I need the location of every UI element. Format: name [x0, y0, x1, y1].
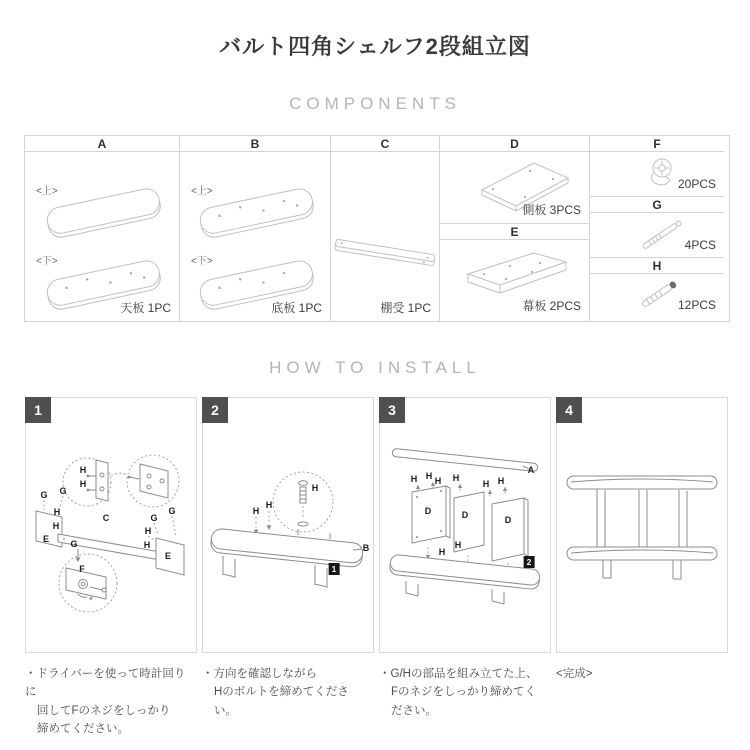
step-instruction-line: ・ドライバーを使って時計回りに: [25, 668, 186, 699]
diagram-part-label: D: [461, 510, 469, 520]
diagram-part-label: H: [434, 476, 442, 486]
view-label-bottom: <下>: [191, 256, 213, 267]
how-to-install-heading: HOW TO INSTALL: [269, 358, 481, 377]
diagram-part-label: H: [252, 506, 260, 516]
page-title: バルト四角シェルフ2段組立図: [219, 34, 531, 59]
step-instruction-line: 締めてください。: [37, 723, 129, 736]
step-4-instructions: [556, 665, 728, 739]
diagram-part-label: H: [410, 474, 418, 484]
diagram-part-label: B: [362, 543, 370, 553]
component-h-letter: H: [590, 258, 724, 274]
diagram-part-label: F: [79, 564, 85, 574]
step-instruction-line: 回してFのネジをしっかり: [37, 704, 171, 717]
component-d-letter: D: [440, 136, 589, 152]
view-label-top: <上>: [36, 186, 58, 197]
count-label-h: 12PCS: [677, 298, 716, 312]
diagram-part-label: H: [265, 500, 273, 510]
component-a-letter: A: [25, 136, 179, 152]
top-board-drawing: [25, 152, 180, 321]
diagram-part-label: H: [52, 521, 60, 531]
install-instructions: [25, 665, 750, 739]
diagram-part-label: E: [42, 534, 50, 544]
component-col-f-g-h: [590, 136, 724, 321]
step-instruction-line: ・G/Hの部品を組み立てた上、: [379, 668, 538, 680]
diagram-part-label: H: [143, 540, 151, 550]
step-2-number: 2: [202, 397, 228, 423]
diagram-part-label: H: [497, 476, 505, 486]
component-e-cell: [440, 240, 589, 319]
diagram-part-label: H: [144, 526, 152, 536]
diagram-part-label: H: [79, 479, 87, 489]
step-3-number: 3: [379, 397, 405, 423]
step-4-diagram: [557, 398, 727, 652]
part-label-a: 天板 1PC: [120, 301, 171, 315]
diagram-part-label: E: [164, 551, 172, 561]
diagram-part-label: C: [102, 513, 110, 523]
diagram-part-label: H: [482, 479, 490, 489]
diagram-part-label: G: [168, 506, 176, 516]
diagram-part-label: H: [311, 483, 319, 493]
step-1-instructions: [25, 665, 197, 739]
component-b-letter: B: [180, 136, 330, 152]
component-a-cell: [25, 152, 179, 321]
diagram-part-label: D: [424, 506, 432, 516]
component-g-cell: [590, 213, 724, 258]
step-instruction-line: Hのボルトを締めてください。: [214, 686, 349, 717]
view-label-bottom: <下>: [36, 256, 58, 267]
count-label-g: 4PCS: [684, 238, 716, 252]
step-3-diagram: [380, 398, 550, 652]
diagram-part-label: G: [59, 486, 67, 496]
component-c-cell: [331, 152, 439, 321]
component-c-letter: C: [331, 136, 439, 152]
install-steps: [25, 397, 750, 653]
component-e-letter: E: [440, 224, 589, 240]
diagram-part-label: H: [425, 471, 433, 481]
bottom-board-drawing: [180, 152, 331, 321]
component-col-b: [180, 136, 331, 321]
component-f-letter: F: [590, 136, 724, 152]
diagram-part-label: H: [53, 507, 61, 517]
diagram-part-label: H: [454, 540, 462, 550]
step-panel-2: [202, 397, 374, 653]
component-col-d-e: [440, 136, 590, 321]
step-instruction-line: ・方向を確認しながら: [202, 668, 317, 680]
diagram-part-label: A: [527, 465, 535, 475]
components-heading: COMPONENTS: [289, 94, 461, 113]
component-col-a: [25, 136, 180, 321]
step-panel-1: [25, 397, 197, 653]
count-label-f: 20PCS: [677, 177, 716, 191]
step-2-diagram: [203, 398, 373, 652]
diagram-part-label: H: [438, 547, 446, 557]
part-label-c: 棚受 1PC: [380, 301, 431, 315]
diagram-part-label: H: [452, 473, 460, 483]
diagram-part-label: G: [40, 490, 48, 500]
part-label-b: 底板 1PC: [271, 301, 322, 315]
component-d-cell: [440, 152, 589, 224]
step-reference-badge: 2: [524, 556, 535, 568]
component-b-cell: [180, 152, 330, 321]
step-instruction-line: Fのネジをしっかり締めてください。: [391, 686, 537, 717]
view-label-top: <上>: [191, 186, 213, 197]
component-col-c: [331, 136, 440, 321]
step-instruction-line: <完成>: [556, 668, 593, 680]
part-label-e: 幕板 2PCS: [522, 299, 581, 313]
shelf-support-drawing: [331, 152, 440, 321]
step-4-number: 4: [556, 397, 582, 423]
step-2-instructions: [202, 665, 374, 739]
diagram-part-label: G: [70, 539, 78, 549]
components-table: [24, 135, 730, 322]
step-panel-4: [556, 397, 728, 653]
diagram-part-label: G: [150, 513, 158, 523]
diagram-part-label: D: [504, 515, 512, 525]
diagram-part-label: H: [79, 465, 87, 475]
step-reference-badge: 1: [329, 563, 340, 575]
step-panel-3: [379, 397, 551, 653]
component-g-letter: G: [590, 197, 724, 213]
step-1-diagram: [26, 398, 196, 652]
component-h-cell: [590, 274, 724, 317]
step-1-number: 1: [25, 397, 51, 423]
step-3-instructions: [379, 665, 551, 739]
part-label-d: 側板 3PCS: [522, 203, 581, 217]
component-f-cell: [590, 152, 724, 197]
